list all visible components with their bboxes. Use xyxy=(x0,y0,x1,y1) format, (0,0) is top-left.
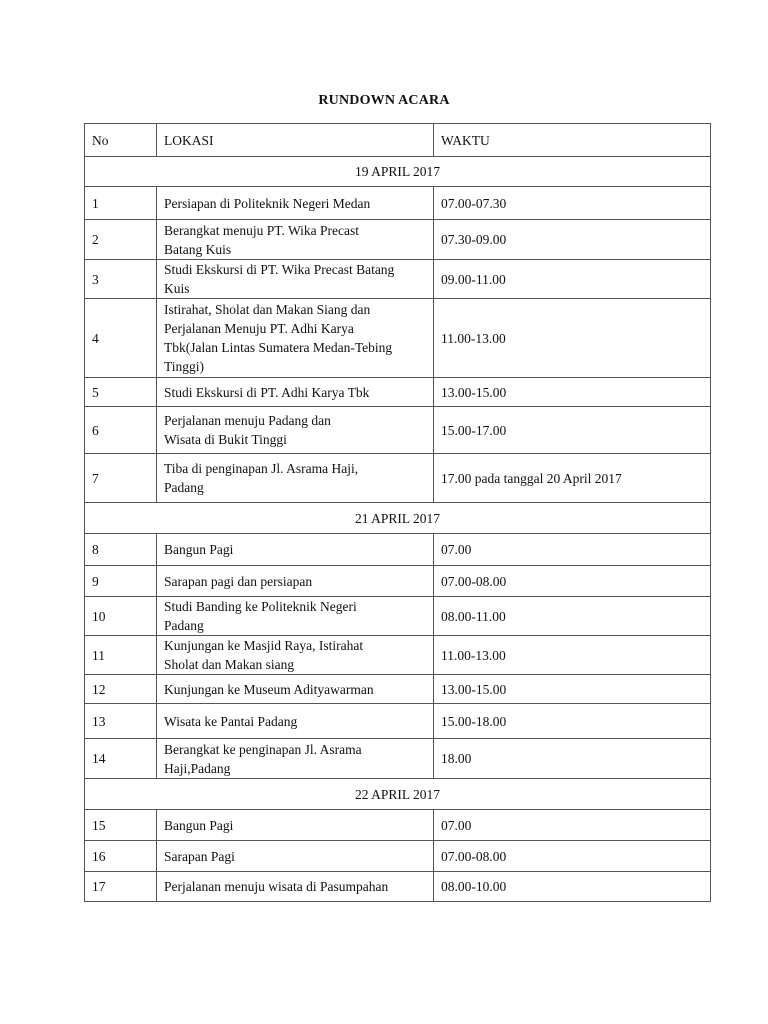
cell-lokasi: Kunjungan ke Museum Adityawarman xyxy=(157,675,434,704)
cell-no: 7 xyxy=(85,454,157,503)
cell-lokasi: Wisata ke Pantai Padang xyxy=(157,704,434,739)
cell-no: 11 xyxy=(85,636,157,675)
cell-waktu: 09.00-11.00 xyxy=(434,260,711,299)
cell-waktu: 11.00-13.00 xyxy=(434,299,711,378)
cell-waktu: 11.00-13.00 xyxy=(434,636,711,675)
cell-waktu: 07.30-09.00 xyxy=(434,220,711,260)
cell-lokasi: Bangun Pagi xyxy=(157,534,434,566)
table-row xyxy=(85,534,711,566)
cell-no: 13 xyxy=(85,704,157,739)
cell-no: 17 xyxy=(85,872,157,902)
cell-no: 1 xyxy=(85,187,157,220)
cell-lokasi: Berangkat ke penginapan Jl. Asrama Haji,Padang xyxy=(157,739,434,779)
cell-no: 5 xyxy=(85,378,157,407)
table-row xyxy=(85,597,711,636)
cell-waktu: 07.00 xyxy=(434,810,711,841)
cell-waktu: 08.00-10.00 xyxy=(434,872,711,902)
cell-lokasi: Sarapan pagi dan persiapan xyxy=(157,566,434,597)
cell-no: 14 xyxy=(85,739,157,779)
section-date: 19 APRIL 2017 xyxy=(85,157,711,187)
date-section-row xyxy=(85,779,711,810)
cell-no: 3 xyxy=(85,260,157,299)
table-row xyxy=(85,220,711,260)
cell-lokasi: Persiapan di Politeknik Negeri Medan xyxy=(157,187,434,220)
table-row xyxy=(85,636,711,675)
table-row xyxy=(85,187,711,220)
header-lokasi: LOKASI xyxy=(157,124,434,157)
cell-lokasi: Bangun Pagi xyxy=(157,810,434,841)
cell-waktu: 13.00-15.00 xyxy=(434,378,711,407)
cell-lokasi: Studi Ekskursi di PT. Adhi Karya Tbk xyxy=(157,378,434,407)
cell-waktu: 17.00 pada tanggal 20 April 2017 xyxy=(434,454,711,503)
cell-lokasi: Studi Ekskursi di PT. Wika Precast Batang Kuis xyxy=(157,260,434,299)
table-row xyxy=(85,407,711,454)
cell-waktu: 13.00-15.00 xyxy=(434,675,711,704)
table-row xyxy=(85,378,711,407)
cell-no: 10 xyxy=(85,597,157,636)
cell-waktu: 18.00 xyxy=(434,739,711,779)
header-waktu: WAKTU xyxy=(434,124,711,157)
cell-waktu: 07.00-08.00 xyxy=(434,841,711,872)
cell-lokasi: Sarapan Pagi xyxy=(157,841,434,872)
cell-no: 2 xyxy=(85,220,157,260)
cell-no: 12 xyxy=(85,675,157,704)
rundown-table xyxy=(84,123,711,902)
cell-no: 9 xyxy=(85,566,157,597)
cell-lokasi: Kunjungan ke Masjid Raya, Istirahat Sholat dan Makan siang xyxy=(157,636,434,675)
table-row xyxy=(85,810,711,841)
table-row xyxy=(85,841,711,872)
cell-lokasi: Perjalanan menuju Padang dan Wisata di Bukit Tinggi xyxy=(157,407,434,454)
cell-no: 15 xyxy=(85,810,157,841)
table-row xyxy=(85,454,711,503)
cell-no: 6 xyxy=(85,407,157,454)
table-body xyxy=(85,124,711,902)
cell-no: 4 xyxy=(85,299,157,378)
table-row xyxy=(85,739,711,779)
cell-waktu: 07.00-07.30 xyxy=(434,187,711,220)
cell-lokasi: Istirahat, Sholat dan Makan Siang dan Perjalanan Menuju PT. Adhi Karya Tbk(Jalan Lintas Sumatera Medan-Tebing Tinggi) xyxy=(157,299,434,378)
cell-no: 8 xyxy=(85,534,157,566)
table-row xyxy=(85,675,711,704)
cell-lokasi: Studi Banding ke Politeknik Negeri Padang xyxy=(157,597,434,636)
cell-no: 16 xyxy=(85,841,157,872)
section-date: 21 APRIL 2017 xyxy=(85,503,711,534)
header-row xyxy=(85,124,711,157)
page-title: RUNDOWN ACARA xyxy=(318,93,450,108)
table-row xyxy=(85,704,711,739)
cell-waktu: 15.00-17.00 xyxy=(434,407,711,454)
cell-waktu: 07.00 xyxy=(434,534,711,566)
table-row xyxy=(85,299,711,378)
cell-lokasi: Perjalanan menuju wisata di Pasumpahan xyxy=(157,872,434,902)
header-no: No xyxy=(85,124,157,157)
table-row xyxy=(85,566,711,597)
cell-waktu: 07.00-08.00 xyxy=(434,566,711,597)
table-row xyxy=(85,872,711,902)
section-date: 22 APRIL 2017 xyxy=(85,779,711,810)
cell-waktu: 08.00-11.00 xyxy=(434,597,711,636)
date-section-row xyxy=(85,503,711,534)
cell-waktu: 15.00-18.00 xyxy=(434,704,711,739)
cell-lokasi: Tiba di penginapan Jl. Asrama Haji, Padang xyxy=(157,454,434,503)
date-section-row xyxy=(85,157,711,187)
table-row xyxy=(85,260,711,299)
cell-lokasi: Berangkat menuju PT. Wika Precast Batang Kuis xyxy=(157,220,434,260)
